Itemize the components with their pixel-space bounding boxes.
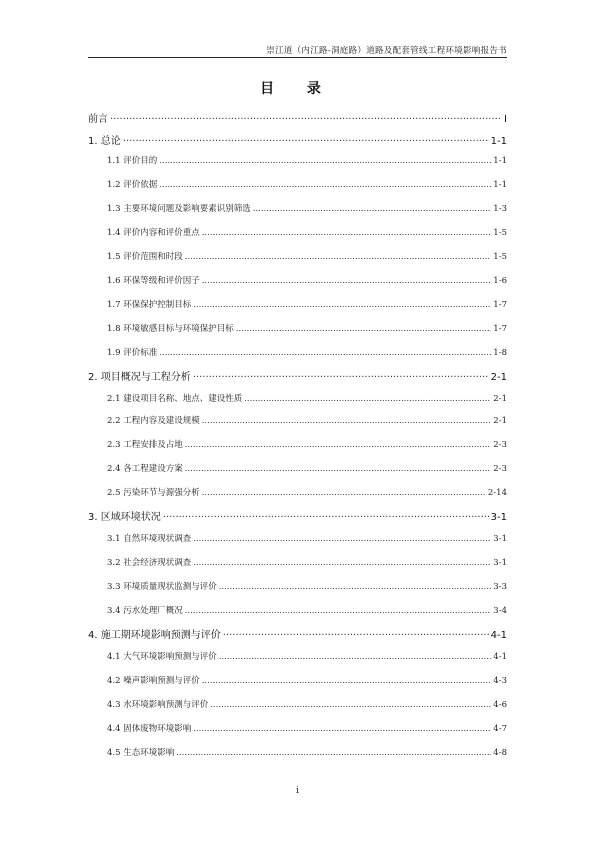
dot-leader [210, 700, 491, 710]
toc-chapter-entry[interactable] [88, 132, 507, 147]
toc-section-entry[interactable] [88, 746, 507, 758]
toc-entry-page: 1-7 [493, 300, 507, 310]
dot-leader [202, 416, 492, 426]
dot-leader [185, 440, 492, 450]
toc-entry-page: 2-1 [490, 372, 507, 383]
toc-section-entry[interactable] [88, 202, 507, 214]
toc-section-entry[interactable] [88, 462, 507, 474]
toc-entry-label: 2.5 污染环节与源强分析 [107, 488, 200, 498]
toc-section-entry[interactable] [88, 486, 507, 498]
toc-entry-page: 2-1 [493, 416, 507, 426]
toc-entry-page: 1-1 [493, 156, 507, 166]
dot-leader [163, 512, 489, 523]
toc-entry-page: 1-6 [493, 276, 507, 286]
toc-entry-page: 3-4 [493, 606, 507, 616]
toc-entry-label: 1.7 环保保护控制目标 [107, 300, 192, 310]
toc-entry-page: 1-7 [493, 324, 507, 334]
toc-entry-label: 3. 区域环境状况 [88, 512, 161, 523]
toc-entry-page: 3-3 [493, 582, 507, 592]
toc-entry-page: 1-3 [493, 204, 507, 214]
dot-leader [193, 724, 491, 734]
toc-entry-page: 4-1 [490, 630, 507, 641]
toc-entry-page: 2-1 [493, 394, 507, 404]
toc-section-entry[interactable] [88, 274, 507, 286]
toc-chapter-entry[interactable] [88, 368, 507, 383]
toc-entry-label: 3.2 社会经济现状调查 [107, 558, 192, 568]
toc-section-entry[interactable] [88, 226, 507, 238]
dot-leader [159, 180, 491, 190]
toc-section-entry[interactable] [88, 438, 507, 450]
dot-leader [159, 156, 491, 166]
toc-chapter-entry[interactable] [88, 110, 507, 125]
toc-entry-label: 1.4 评价内容和评价重点 [107, 228, 200, 238]
dot-leader [110, 114, 502, 125]
toc-entry-page: 4-8 [493, 748, 507, 758]
toc-entry-page: 3-1 [493, 558, 507, 568]
toc-entry-label: 1. 总论 [88, 136, 121, 147]
toc-entry-page: 4-7 [493, 724, 507, 734]
toc-section-entry[interactable] [88, 580, 507, 592]
toc-section-entry[interactable] [88, 532, 507, 544]
toc-section-entry[interactable] [88, 722, 507, 734]
dot-leader [202, 276, 492, 286]
toc-entry-page: 1-8 [493, 348, 507, 358]
running-header: 崇江道（内江路-洞庭路）道路及配套管线工程环境影响报告书 [266, 46, 507, 56]
dot-leader [193, 300, 491, 310]
toc-entry-label: 1.3 主要环境问题及影响要素识别筛选 [107, 204, 251, 214]
toc-entry-label: 3.1 自然环境现状调查 [107, 534, 192, 544]
toc-entry-page: 4-1 [493, 652, 507, 662]
dot-leader [159, 348, 491, 358]
dot-leader [185, 606, 492, 616]
toc-chapter-entry[interactable] [88, 626, 507, 641]
toc-entry-page: 4-6 [493, 700, 507, 710]
toc-entry-label: 1.8 环境敏感目标与环境保护目标 [107, 324, 234, 334]
toc-entry-page: 1-1 [490, 136, 507, 147]
dot-leader [244, 394, 491, 404]
toc-entry-page: 4-3 [493, 676, 507, 686]
dot-leader [123, 136, 489, 147]
toc-section-entry[interactable] [88, 322, 507, 334]
toc-title: 目 录 [260, 81, 335, 97]
toc-section-entry[interactable] [88, 650, 507, 662]
toc-entry-label: 4.3 水环境影响预测与评价 [107, 700, 209, 710]
toc-entry-label: 2.2 工程内容及建设规模 [107, 416, 200, 426]
header-rule [88, 57, 507, 58]
toc-entry-page: 3-1 [490, 512, 507, 523]
dot-leader [223, 630, 489, 641]
toc-entry-label: 2.3 工程安排及占地 [107, 440, 183, 450]
toc-entry-label: 4. 施工期环境影响预测与评价 [88, 630, 221, 641]
dot-leader [193, 534, 491, 544]
dot-leader [219, 652, 492, 662]
toc-entry-label: 1.6 环保等级和评价因子 [107, 276, 200, 286]
dot-leader [219, 582, 492, 592]
page-number: i [296, 786, 299, 796]
toc-entry-label: 3.3 环境质量现状监测与评价 [107, 582, 217, 592]
dot-leader [253, 204, 492, 214]
toc-entry-page: 2-3 [493, 440, 507, 450]
toc-entry-label: 1.9 评价标准 [107, 348, 158, 358]
toc-entry-label: 4.1 大气环境影响预测与评价 [107, 652, 217, 662]
toc-entry-label: 4.2 噪声影响预测与评价 [107, 676, 200, 686]
dot-leader [176, 748, 491, 758]
toc-section-entry[interactable] [88, 414, 507, 426]
dot-leader [185, 252, 492, 262]
toc-section-entry[interactable] [88, 250, 507, 262]
toc-entry-label: 4.4 固体废物环境影响 [107, 724, 192, 734]
toc-section-entry[interactable] [88, 698, 507, 710]
toc-entry-page: 1-5 [493, 228, 507, 238]
toc-entry-page: 3-1 [493, 534, 507, 544]
dot-leader [185, 464, 492, 474]
toc-section-entry[interactable] [88, 178, 507, 190]
toc-entry-page: 2-14 [487, 488, 507, 498]
dot-leader [202, 676, 492, 686]
toc-entry-label: 2. 项目概况与工程分析 [88, 372, 191, 383]
toc-entry-page: 1-1 [493, 180, 507, 190]
dot-leader [202, 228, 492, 238]
toc-section-entry[interactable] [88, 556, 507, 568]
toc-entry-label: 3.4 污水处理厂概况 [107, 606, 183, 616]
dot-leader [236, 324, 492, 334]
dot-leader [193, 558, 491, 568]
toc-entry-label: 1.2 评价依据 [107, 180, 158, 190]
dot-leader [202, 488, 486, 498]
toc-entry-page: 2-3 [493, 464, 507, 474]
toc-entry-label: 2.1 建设项目名称、地点、建设性质 [107, 394, 243, 404]
toc-entry-label: 1.1 评价目的 [107, 156, 158, 166]
toc-section-entry[interactable] [88, 392, 507, 404]
toc-chapter-entry[interactable] [88, 508, 507, 523]
dot-leader [193, 372, 489, 383]
toc-section-entry[interactable] [88, 674, 507, 686]
toc-entry-label: 1.5 评价范围和时段 [107, 252, 183, 262]
toc-entry-page: 1-5 [493, 252, 507, 262]
toc-section-entry[interactable] [88, 154, 507, 166]
toc-entry-label: 前言 [88, 114, 108, 125]
toc-section-entry[interactable] [88, 604, 507, 616]
toc-section-entry[interactable] [88, 298, 507, 310]
toc-section-entry[interactable] [88, 346, 507, 358]
toc-entry-page: I [504, 114, 507, 125]
toc-entry-label: 2.4 各工程建设方案 [107, 464, 183, 474]
toc-entry-label: 4.5 生态环境影响 [107, 748, 175, 758]
